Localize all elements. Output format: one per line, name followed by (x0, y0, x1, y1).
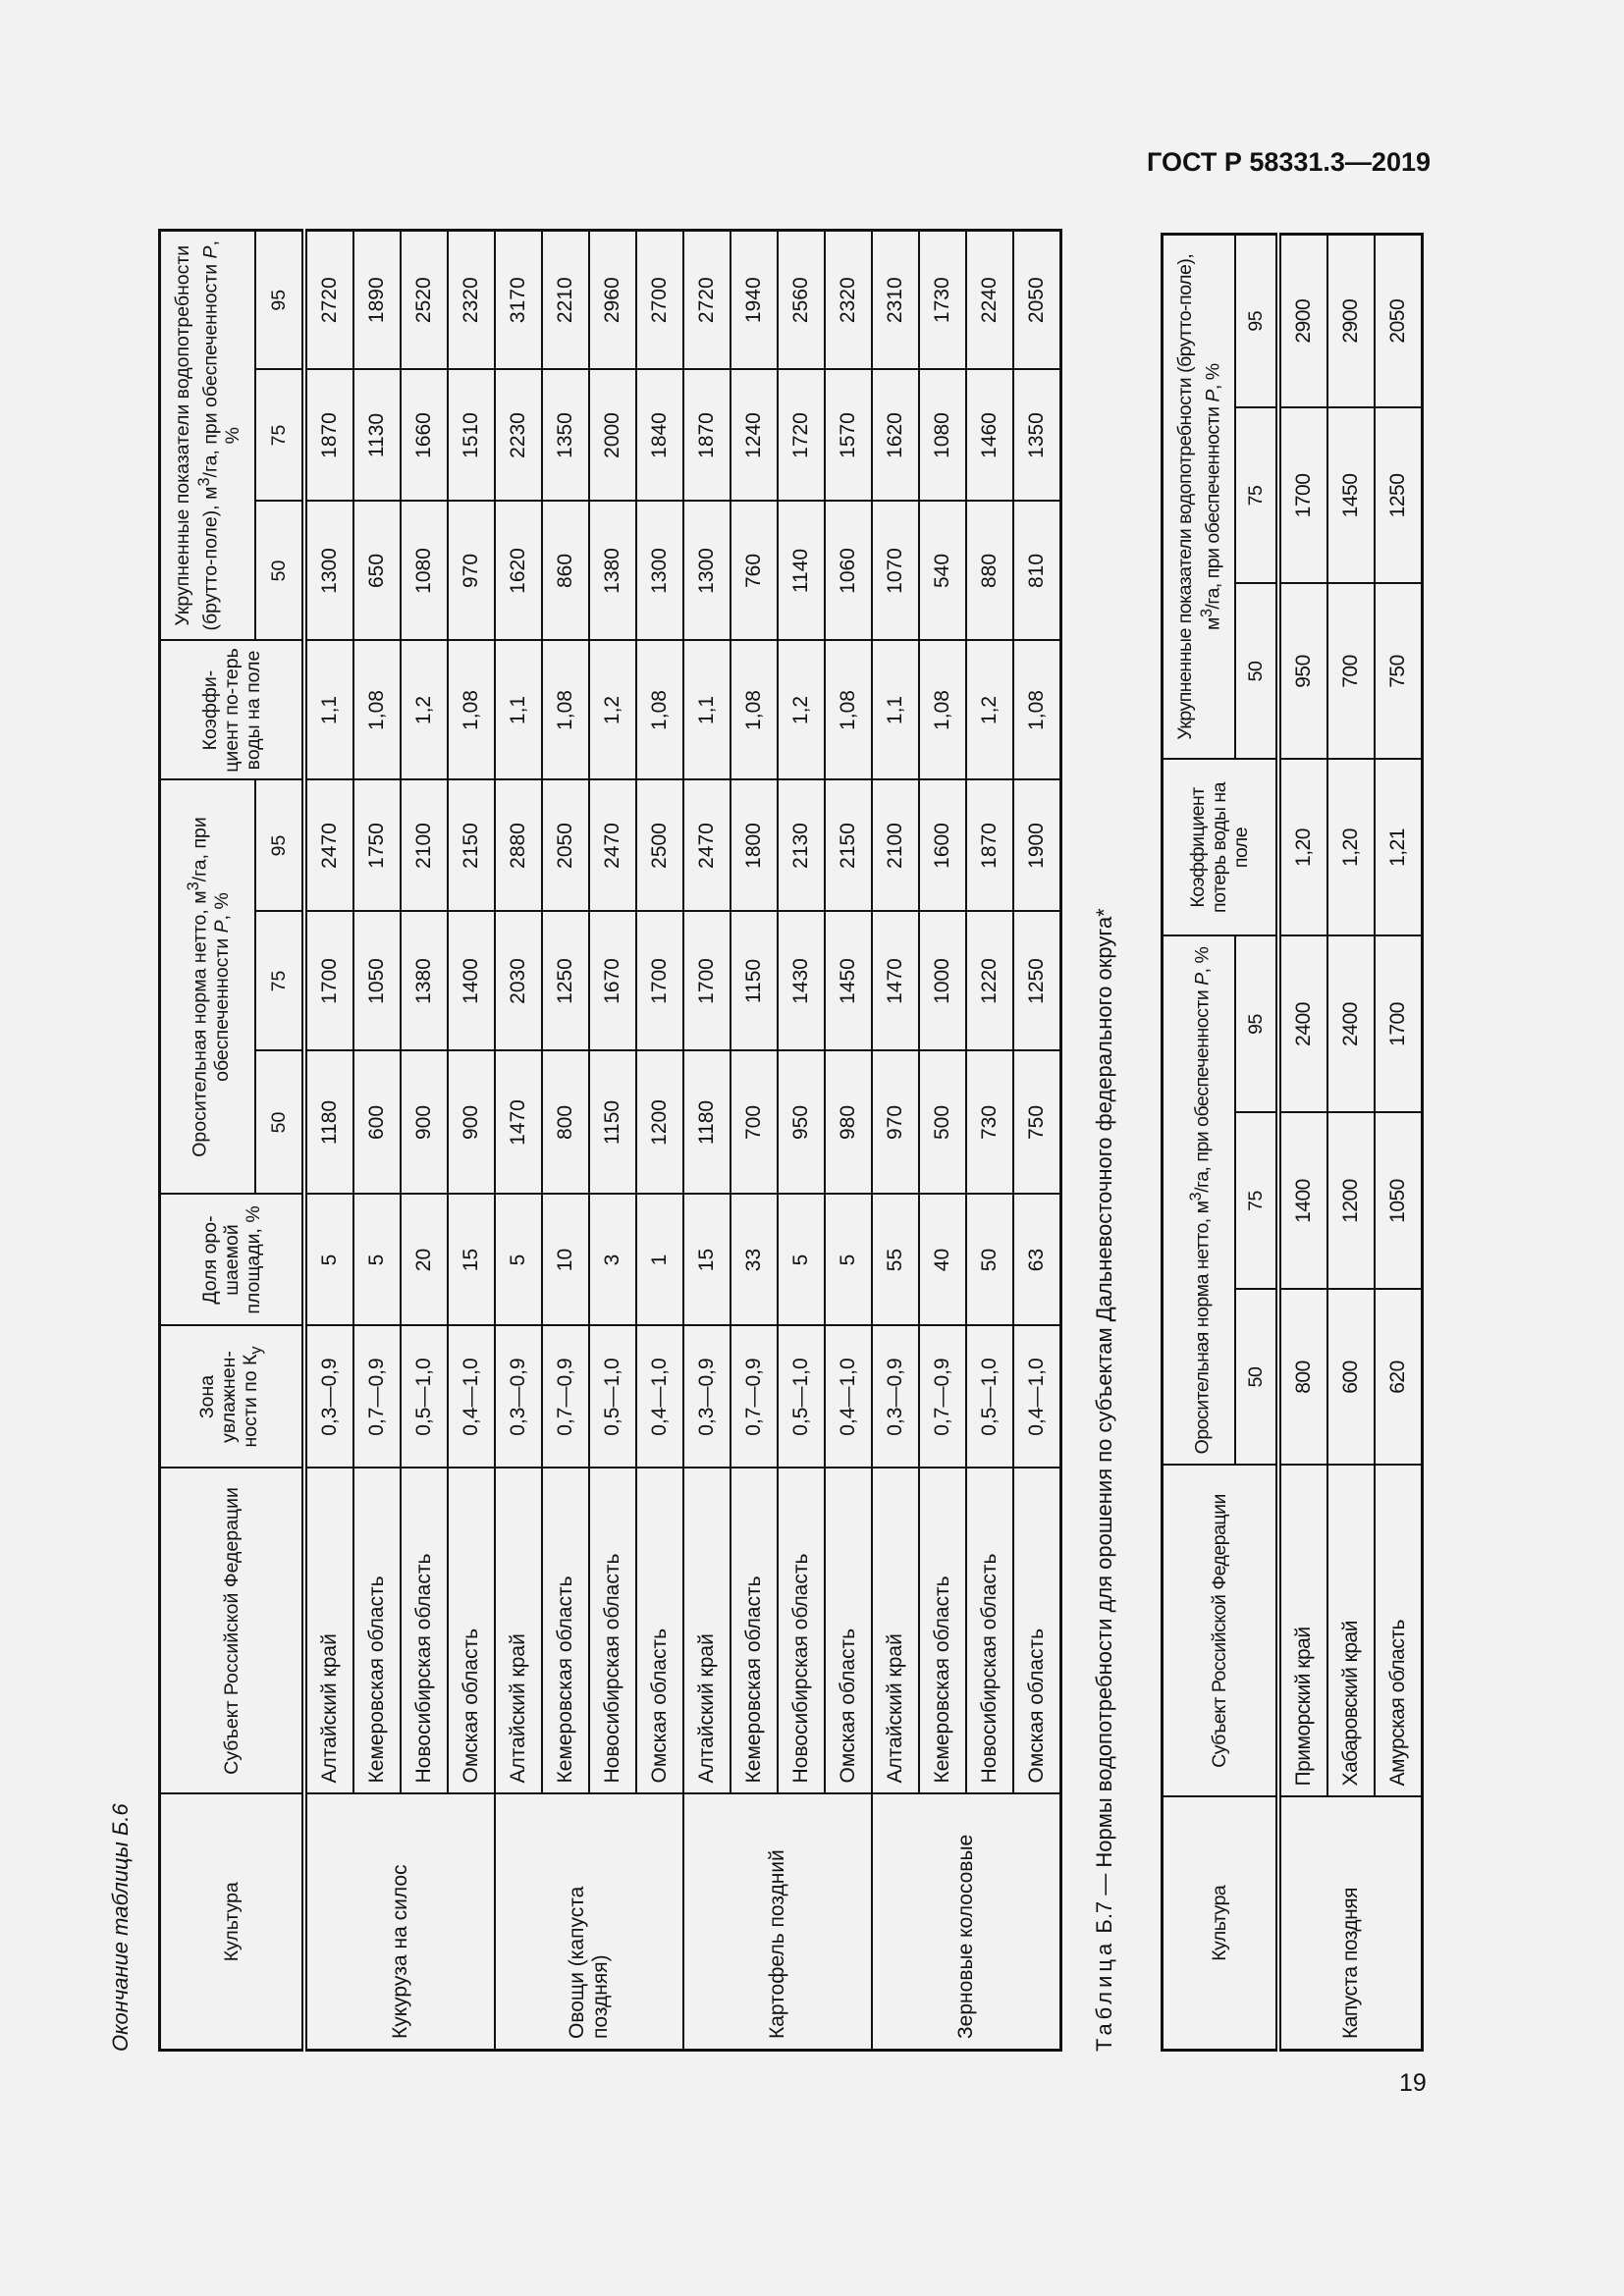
p-symbol: P (199, 245, 222, 259)
value-cell: 1350 (1013, 370, 1061, 502)
value-cell: 1470 (495, 1051, 542, 1195)
value-cell: 1180 (304, 1051, 353, 1195)
header-gross-a: Укрупненные показатели водопотребности (брутто-поле), м (1173, 253, 1224, 740)
subject-cell: Алтайский край (304, 1468, 353, 1794)
value-cell: 950 (1278, 583, 1327, 759)
value-cell: 0,3—0,9 (872, 1326, 919, 1468)
value-cell: 40 (919, 1195, 966, 1326)
subject-cell: Омская область (636, 1468, 683, 1794)
value-cell: 600 (1327, 1290, 1375, 1466)
culture-cell: Зерновые колосовые (872, 1794, 1061, 2051)
p-symbol: P (210, 920, 233, 934)
table-b6-body (304, 230, 1061, 2050)
value-cell: 2050 (542, 780, 589, 912)
value-cell: 2720 (304, 230, 353, 369)
value-cell: 2470 (589, 780, 636, 912)
value-cell: 1380 (589, 502, 636, 641)
value-cell: 1220 (966, 912, 1013, 1051)
header-gross (160, 230, 256, 640)
value-cell: 1 (636, 1195, 683, 1326)
sup: 3 (1186, 1192, 1205, 1201)
subject-cell: Омская область (448, 1468, 495, 1794)
header-culture: Культура (160, 1794, 305, 2051)
value-cell: 1300 (683, 502, 731, 641)
value-cell: 900 (448, 1051, 495, 1195)
table-row (778, 230, 825, 2050)
value-cell: 1870 (966, 780, 1013, 912)
culture-cell: Капуста поздняя (1278, 1797, 1423, 2051)
header-net-a: Оросительная норма нетто, м (189, 890, 211, 1157)
subject-cell: Новосибирская область (778, 1468, 825, 1794)
value-cell: 970 (448, 502, 495, 641)
header-p50: 50 (1235, 583, 1278, 759)
value-cell: 800 (542, 1051, 589, 1195)
header-gross-a: Укрупненные показатели водопотребности (брутто-поле), м (172, 244, 222, 631)
value-cell: 1840 (636, 370, 683, 502)
table-row (872, 230, 919, 2050)
value-cell: 750 (1375, 583, 1423, 759)
culture-cell: Картофель поздний (683, 1794, 872, 2051)
value-cell: 1620 (872, 370, 919, 502)
table-row (683, 230, 731, 2050)
value-cell: 1870 (683, 370, 731, 502)
rotated-content (108, 226, 1434, 2061)
value-cell: 1,08 (919, 641, 966, 780)
value-cell: 2000 (589, 370, 636, 502)
value-cell: 1300 (636, 502, 683, 641)
header-p50: 50 (255, 502, 304, 641)
value-cell: 2470 (304, 780, 353, 912)
value-cell: 0,7—0,9 (353, 1326, 401, 1468)
value-cell: 2900 (1327, 234, 1375, 407)
value-cell: 2400 (1278, 935, 1327, 1112)
table-row (966, 230, 1013, 2050)
value-cell: 1,1 (683, 641, 731, 780)
table2-caption-label: Таблица (1092, 1939, 1116, 2052)
value-cell: 2130 (778, 780, 825, 912)
value-cell: 0,5—1,0 (589, 1326, 636, 1468)
value-cell: 880 (966, 502, 1013, 641)
value-cell: 2230 (495, 370, 542, 502)
subject-cell: Кемеровская область (353, 1468, 401, 1794)
value-cell: 1720 (778, 370, 825, 502)
value-cell: 1,2 (778, 641, 825, 780)
value-cell: 1240 (731, 370, 778, 502)
value-cell: 50 (966, 1195, 1013, 1326)
value-cell: 1250 (542, 912, 589, 1051)
value-cell: 2100 (401, 780, 448, 912)
value-cell: 1620 (495, 502, 542, 641)
table1-caption: Окончание таблицы Б.6 (108, 1803, 133, 2052)
value-cell: 1150 (589, 1051, 636, 1195)
value-cell: 600 (353, 1051, 401, 1195)
value-cell: 1,08 (825, 641, 872, 780)
value-cell: 1050 (353, 912, 401, 1051)
subject-cell: Алтайский край (495, 1468, 542, 1794)
subject-cell: Хабаровский край (1327, 1466, 1375, 1797)
value-cell: 1470 (872, 912, 919, 1051)
value-cell: 950 (778, 1051, 825, 1195)
value-cell: 2240 (966, 230, 1013, 369)
value-cell: 5 (495, 1195, 542, 1326)
value-cell: 1430 (778, 912, 825, 1051)
value-cell: 1,08 (636, 641, 683, 780)
value-cell: 730 (966, 1051, 1013, 1195)
header-p75: 75 (1235, 407, 1278, 583)
value-cell: 1400 (1278, 1113, 1327, 1290)
value-cell: 1670 (589, 912, 636, 1051)
value-cell: 0,4—1,0 (825, 1326, 872, 1468)
value-cell: 2960 (589, 230, 636, 369)
document-code: ГОСТ Р 58331.3—2019 (1147, 147, 1431, 177)
value-cell: 2320 (448, 230, 495, 369)
value-cell: 0,5—1,0 (966, 1326, 1013, 1468)
value-cell: 800 (1278, 1290, 1327, 1466)
value-cell: 750 (1013, 1051, 1061, 1195)
p-symbol: P (1191, 973, 1214, 986)
value-cell: 2560 (778, 230, 825, 369)
value-cell: 1200 (636, 1051, 683, 1195)
header-zone (160, 1326, 305, 1468)
value-cell: 1700 (1375, 935, 1423, 1112)
subject-cell: Кемеровская область (731, 1468, 778, 1794)
value-cell: 1,20 (1327, 759, 1375, 935)
subject-cell: Алтайский край (872, 1468, 919, 1794)
value-cell: 1750 (353, 780, 401, 912)
header-net (1163, 935, 1236, 1465)
header-net-a: Оросительная норма нетто, м (1191, 1201, 1214, 1455)
value-cell: 1450 (825, 912, 872, 1051)
p-symbol: P (1202, 390, 1224, 402)
value-cell: 1150 (731, 912, 778, 1051)
table2-caption-text: Б.7 — Нормы водопотребности для орошения по субъектам Дальневосточного федерального округа* (1092, 908, 1116, 1940)
subject-cell: Новосибирская область (966, 1468, 1013, 1794)
value-cell: 1700 (304, 912, 353, 1051)
header-net (160, 780, 256, 1195)
value-cell: 1,1 (304, 641, 353, 780)
value-cell: 1,2 (966, 641, 1013, 780)
header-gross-c: , % (199, 240, 244, 445)
value-cell: 5 (304, 1195, 353, 1326)
value-cell: 2720 (683, 230, 731, 369)
value-cell: 1,08 (542, 641, 589, 780)
header-p95: 95 (1235, 935, 1278, 1112)
value-cell: 2150 (448, 780, 495, 912)
value-cell: 1300 (304, 502, 353, 641)
table-row (636, 230, 683, 2050)
header-gross-b: /га, при обеспеченности (199, 258, 222, 478)
subject-cell: Омская область (825, 1468, 872, 1794)
value-cell: 10 (542, 1195, 589, 1326)
header-gross-b: /га, при обеспеченности (1202, 401, 1224, 610)
value-cell: 0,3—0,9 (495, 1326, 542, 1468)
subject-cell: Приморский край (1278, 1466, 1327, 1797)
value-cell: 0,4—1,0 (448, 1326, 495, 1468)
value-cell: 0,5—1,0 (778, 1326, 825, 1468)
table-row (825, 230, 872, 2050)
value-cell: 1400 (448, 912, 495, 1051)
value-cell: 970 (872, 1051, 919, 1195)
value-cell: 1350 (542, 370, 589, 502)
sup: 3 (195, 477, 214, 487)
value-cell: 1730 (919, 230, 966, 369)
value-cell: 980 (825, 1051, 872, 1195)
value-cell: 1460 (966, 370, 1013, 502)
header-net-b: /га, при обеспеченности (1191, 985, 1214, 1193)
value-cell: 700 (1327, 583, 1375, 759)
header-share: Доля оро-шаемой площади, % (160, 1195, 305, 1326)
value-cell: 1000 (919, 912, 966, 1051)
header-p50: 50 (255, 1051, 304, 1195)
value-cell: 2150 (825, 780, 872, 912)
value-cell: 0,4—1,0 (1013, 1326, 1061, 1468)
value-cell: 3 (589, 1195, 636, 1326)
table-row (1013, 230, 1061, 2050)
value-cell: 1080 (401, 502, 448, 641)
subject-cell: Алтайский край (683, 1468, 731, 1794)
header-net-c: , % (210, 892, 233, 921)
value-cell: 5 (778, 1195, 825, 1326)
value-cell: 2400 (1327, 935, 1375, 1112)
header-p95: 95 (255, 230, 304, 369)
value-cell: 1450 (1327, 407, 1375, 583)
value-cell: 0,5—1,0 (401, 1326, 448, 1468)
value-cell: 2030 (495, 912, 542, 1051)
value-cell: 5 (825, 1195, 872, 1326)
table-row (1278, 234, 1327, 2050)
value-cell: 1130 (353, 370, 401, 502)
value-cell: 1250 (1013, 912, 1061, 1051)
value-cell: 15 (683, 1195, 731, 1326)
value-cell: 1660 (401, 370, 448, 502)
header-gross-c: , % (1202, 363, 1224, 391)
value-cell: 2100 (872, 780, 919, 912)
value-cell: 1,2 (401, 641, 448, 780)
value-cell: 2500 (636, 780, 683, 912)
value-cell: 1,08 (1013, 641, 1061, 780)
value-cell: 1940 (731, 230, 778, 369)
value-cell: 1070 (872, 502, 919, 641)
value-cell: 2900 (1278, 234, 1327, 407)
value-cell: 15 (448, 1195, 495, 1326)
value-cell: 1900 (1013, 780, 1061, 912)
subject-cell: Новосибирская область (589, 1468, 636, 1794)
page-number: 19 (1399, 2069, 1427, 2097)
value-cell: 1,08 (731, 641, 778, 780)
value-cell: 1600 (919, 780, 966, 912)
subject-cell: Кемеровская область (542, 1468, 589, 1794)
value-cell: 55 (872, 1195, 919, 1326)
header-gross (1163, 234, 1236, 759)
value-cell: 0,3—0,9 (304, 1326, 353, 1468)
header-net-c: , % (1191, 946, 1214, 974)
value-cell: 33 (731, 1195, 778, 1326)
value-cell: 1180 (683, 1051, 731, 1195)
value-cell: 810 (1013, 502, 1061, 641)
value-cell: 1,08 (353, 641, 401, 780)
value-cell: 0,7—0,9 (919, 1326, 966, 1468)
header-p75: 75 (255, 912, 304, 1051)
header-p95: 95 (255, 780, 304, 912)
sup: 3 (1197, 609, 1216, 618)
sup: 3 (185, 881, 203, 891)
value-cell: 2050 (1375, 234, 1423, 407)
value-cell: 860 (542, 502, 589, 641)
value-cell: 1890 (353, 230, 401, 369)
value-cell: 900 (401, 1051, 448, 1195)
header-p95: 95 (1235, 234, 1278, 407)
table-row (589, 230, 636, 2050)
value-cell: 2210 (542, 230, 589, 369)
value-cell: 0,4—1,0 (636, 1326, 683, 1468)
value-cell: 1700 (1278, 407, 1327, 583)
value-cell: 540 (919, 502, 966, 641)
header-subject: Субъект Российской Федерации (1163, 1466, 1279, 1797)
value-cell: 2310 (872, 230, 919, 369)
value-cell: 2320 (825, 230, 872, 369)
header-coef: Коэффициент потерь воды на поле (1163, 759, 1279, 935)
value-cell: 1,1 (872, 641, 919, 780)
value-cell: 1380 (401, 912, 448, 1051)
value-cell: 1,08 (448, 641, 495, 780)
value-cell: 2050 (1013, 230, 1061, 369)
subject-cell: Кемеровская область (919, 1468, 966, 1794)
header-subject: Субъект Российской Федерации (160, 1468, 305, 1794)
header-p50: 50 (1235, 1290, 1278, 1466)
header-p75: 75 (1235, 1113, 1278, 1290)
table-row (542, 230, 589, 2050)
table-b7 (1161, 233, 1424, 2052)
table2-caption (1092, 908, 1117, 2052)
value-cell: 1700 (636, 912, 683, 1051)
table-b6 (158, 229, 1062, 2052)
table-row (919, 230, 966, 2050)
value-cell: 5 (353, 1195, 401, 1326)
header-coef: Коэффи-циент по-терь воды на поле (160, 641, 305, 780)
value-cell: 2470 (683, 780, 731, 912)
value-cell: 1800 (731, 780, 778, 912)
table-row (731, 230, 778, 2050)
value-cell: 1050 (1375, 1113, 1423, 1290)
value-cell: 3170 (495, 230, 542, 369)
value-cell: 1870 (304, 370, 353, 502)
value-cell: 1250 (1375, 407, 1423, 583)
table-row (448, 230, 495, 2050)
value-cell: 1,21 (1375, 759, 1423, 935)
table-row (495, 230, 542, 2050)
table-row (304, 230, 353, 2050)
table-row (353, 230, 401, 2050)
value-cell: 20 (401, 1195, 448, 1326)
value-cell: 2520 (401, 230, 448, 369)
header-culture: Культура (1163, 1797, 1279, 2051)
value-cell: 1,20 (1278, 759, 1327, 935)
value-cell: 650 (353, 502, 401, 641)
value-cell: 1510 (448, 370, 495, 502)
culture-cell: Овощи (капуста поздняя) (495, 1794, 683, 2051)
value-cell: 2880 (495, 780, 542, 912)
value-cell: 1570 (825, 370, 872, 502)
value-cell: 0,7—0,9 (542, 1326, 589, 1468)
header-zone-text: Зона увлажнен-ности по К (195, 1351, 261, 1448)
value-cell: 500 (919, 1051, 966, 1195)
value-cell: 0,3—0,9 (683, 1326, 731, 1468)
subject-cell: Омская область (1013, 1468, 1061, 1794)
culture-cell: Кукуруза на силос (304, 1794, 495, 2051)
value-cell: 1700 (683, 912, 731, 1051)
value-cell: 0,7—0,9 (731, 1326, 778, 1468)
value-cell: 2700 (636, 230, 683, 369)
subject-cell: Амурская область (1375, 1466, 1423, 1797)
table-row (1327, 234, 1375, 2050)
value-cell: 620 (1375, 1290, 1423, 1466)
value-cell: 700 (731, 1051, 778, 1195)
value-cell: 63 (1013, 1195, 1061, 1326)
subject-cell: Новосибирская область (401, 1468, 448, 1794)
header-net-b: /га, при обеспеченности (189, 817, 233, 1082)
table-row (1375, 234, 1423, 2050)
table-b7-body (1278, 234, 1423, 2050)
value-cell: 760 (731, 502, 778, 641)
table-row (401, 230, 448, 2050)
value-cell: 1200 (1327, 1113, 1375, 1290)
value-cell: 1,1 (495, 641, 542, 780)
value-cell: 1080 (919, 370, 966, 502)
header-p75: 75 (255, 370, 304, 502)
header-zone-sub: у (246, 1346, 265, 1355)
value-cell: 1140 (778, 502, 825, 641)
value-cell: 1,2 (589, 641, 636, 780)
value-cell: 1060 (825, 502, 872, 641)
